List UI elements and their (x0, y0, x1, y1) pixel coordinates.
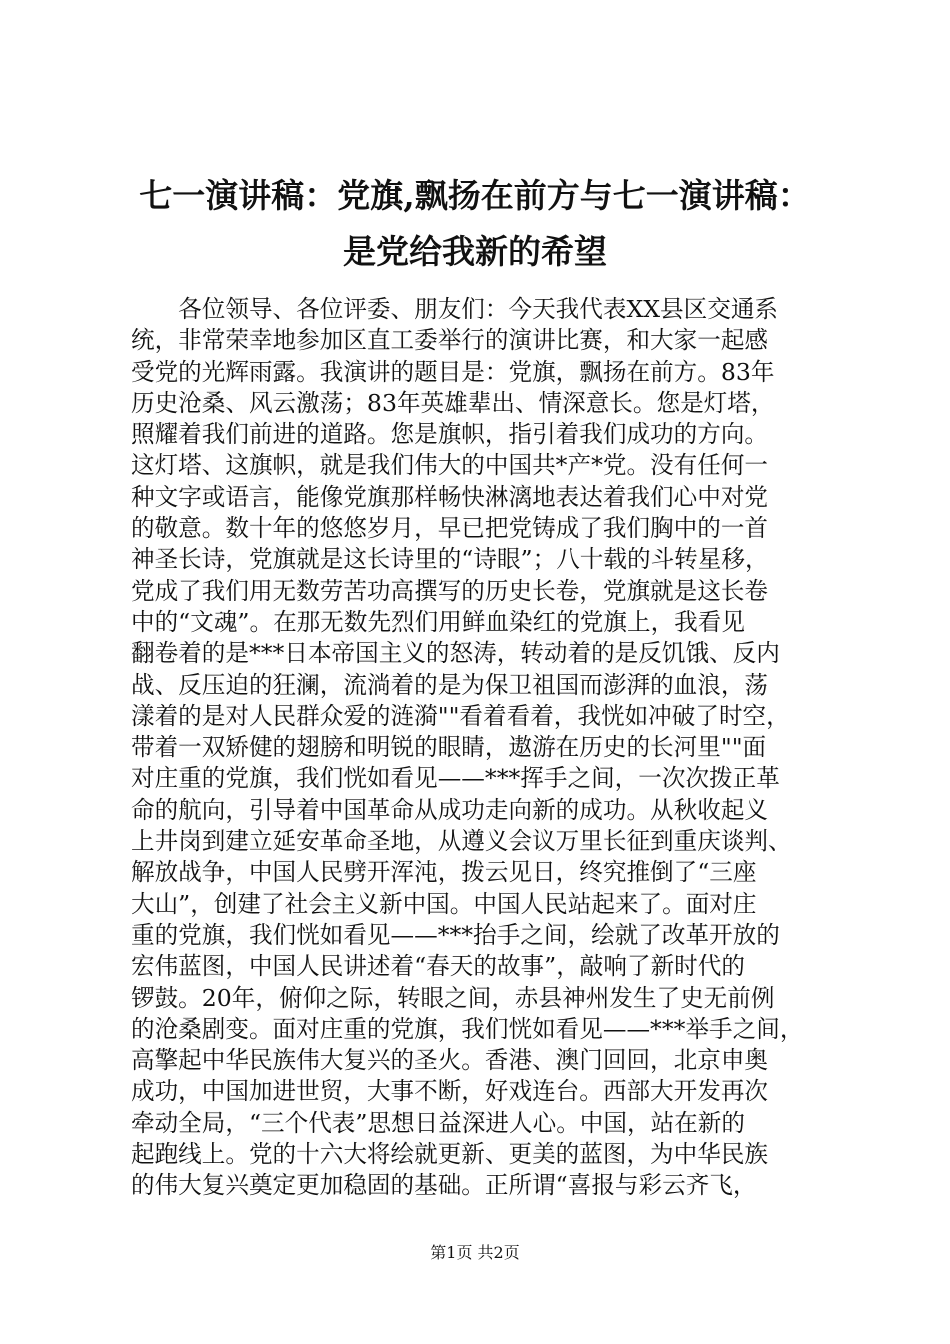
body-line: 的沧桑剧变。面对庄重的党旗，我们恍如看见——***举手之间， (131, 1014, 804, 1043)
body-line: 这灯塔、这旗帜，就是我们伟大的中国共*产*党。没有任何一 (131, 451, 769, 480)
body-line: 解放战争，中国人民劈开浑沌，拨云见日，终究推倒了“三座 (131, 858, 757, 887)
body-line: 重的党旗，我们恍如看见——***抬手之间，绘就了改革开放的 (131, 920, 780, 949)
body-line: 的敬意。数十年的悠悠岁月，早已把党铸成了我们胸中的一首 (131, 514, 769, 543)
body-line: 种文字或语言，能像党旗那样畅快淋漓地表达着我们心中对党 (131, 482, 769, 511)
body-line: 历史沧桑、风云激荡；83年英雄辈出、情深意长。您是灯塔， (131, 388, 775, 417)
body-line: 战、反压迫的狂澜，流淌着的是为保卫祖国而澎湃的血浪，荡 (131, 670, 769, 699)
body-line: 各位领导、各位评委、朋友们：今天我代表XX县区交通系 (131, 295, 779, 323)
body-line: 统，非常荣幸地参加区直工委举行的演讲比赛，和大家一起感 (131, 326, 769, 355)
body-line: 带着一双矫健的翅膀和明锐的眼睛，遨游在历史的长河里""面 (131, 733, 767, 762)
body-line: 起跑线上。党的十六大将绘就更新、更美的蓝图，为中华民族 (131, 1140, 769, 1169)
body-paragraph (131, 294, 831, 1202)
body-line: 宏伟蓝图，中国人民讲述着“春天的故事”，敲响了新时代的 (131, 952, 745, 981)
body-line: 成功，中国加进世贸，大事不断，好戏连台。西部大开发再次 (131, 1077, 769, 1106)
body-line: 锣鼓。20年，俯仰之际，转眼之间，赤县神州发生了史无前例 (131, 983, 775, 1012)
body-line: 漾着的是对人民群众爱的涟漪""看着看着，我恍如冲破了时空， (131, 701, 790, 730)
body-line: 对庄重的党旗，我们恍如看见——***挥手之间，一次次拨正革 (131, 764, 780, 793)
body-line: 党成了我们用无数劳苦功高撰写的历史长卷，党旗就是这长卷 (131, 576, 769, 605)
body-line: 高擎起中华民族伟大复兴的圣火。香港、澳门回回，北京申奥 (131, 1046, 769, 1075)
body-line: 命的航向，引导着中国革命从成功走向新的成功。从秋收起义 (131, 795, 769, 824)
body-line: 牵动全局，“三个代表”思想日益深进人心。中国，站在新的 (131, 1108, 745, 1137)
body-line: 受党的光辉雨露。我演讲的题目是：党旗，飘扬在前方。83年 (131, 357, 775, 386)
body-line: 神圣长诗，党旗就是这长诗里的“诗眼”；八十载的斗转星移， (131, 545, 769, 574)
body-line: 大山”，创建了社会主义新中国。中国人民站起来了。面对庄 (131, 889, 757, 918)
document-title (120, 168, 830, 280)
body-line: 中的“文魂”。在那无数先烈们用鲜血染红的党旗上，我看见 (131, 607, 745, 636)
page-footer: 第1页 共2页 (430, 1243, 520, 1262)
body-line: 上井岗到建立延安革命圣地，从遵义会议万里长征到重庆谈判、 (131, 827, 792, 856)
body-line: 的伟大复兴奠定更加稳固的基础。正所谓“喜报与彩云齐飞， (131, 1171, 757, 1200)
title-line: 七一演讲稿：党旗,飘扬在前方与七一演讲稿： (139, 176, 811, 215)
title-line: 是党给我新的希望 (343, 232, 607, 271)
body-line: 照耀着我们前进的道路。您是旗帜，指引着我们成功的方向。 (131, 420, 769, 449)
body-line: 翻卷着的是***日本帝国主义的怒涛，转动着的是反饥饿、反内 (131, 639, 780, 668)
